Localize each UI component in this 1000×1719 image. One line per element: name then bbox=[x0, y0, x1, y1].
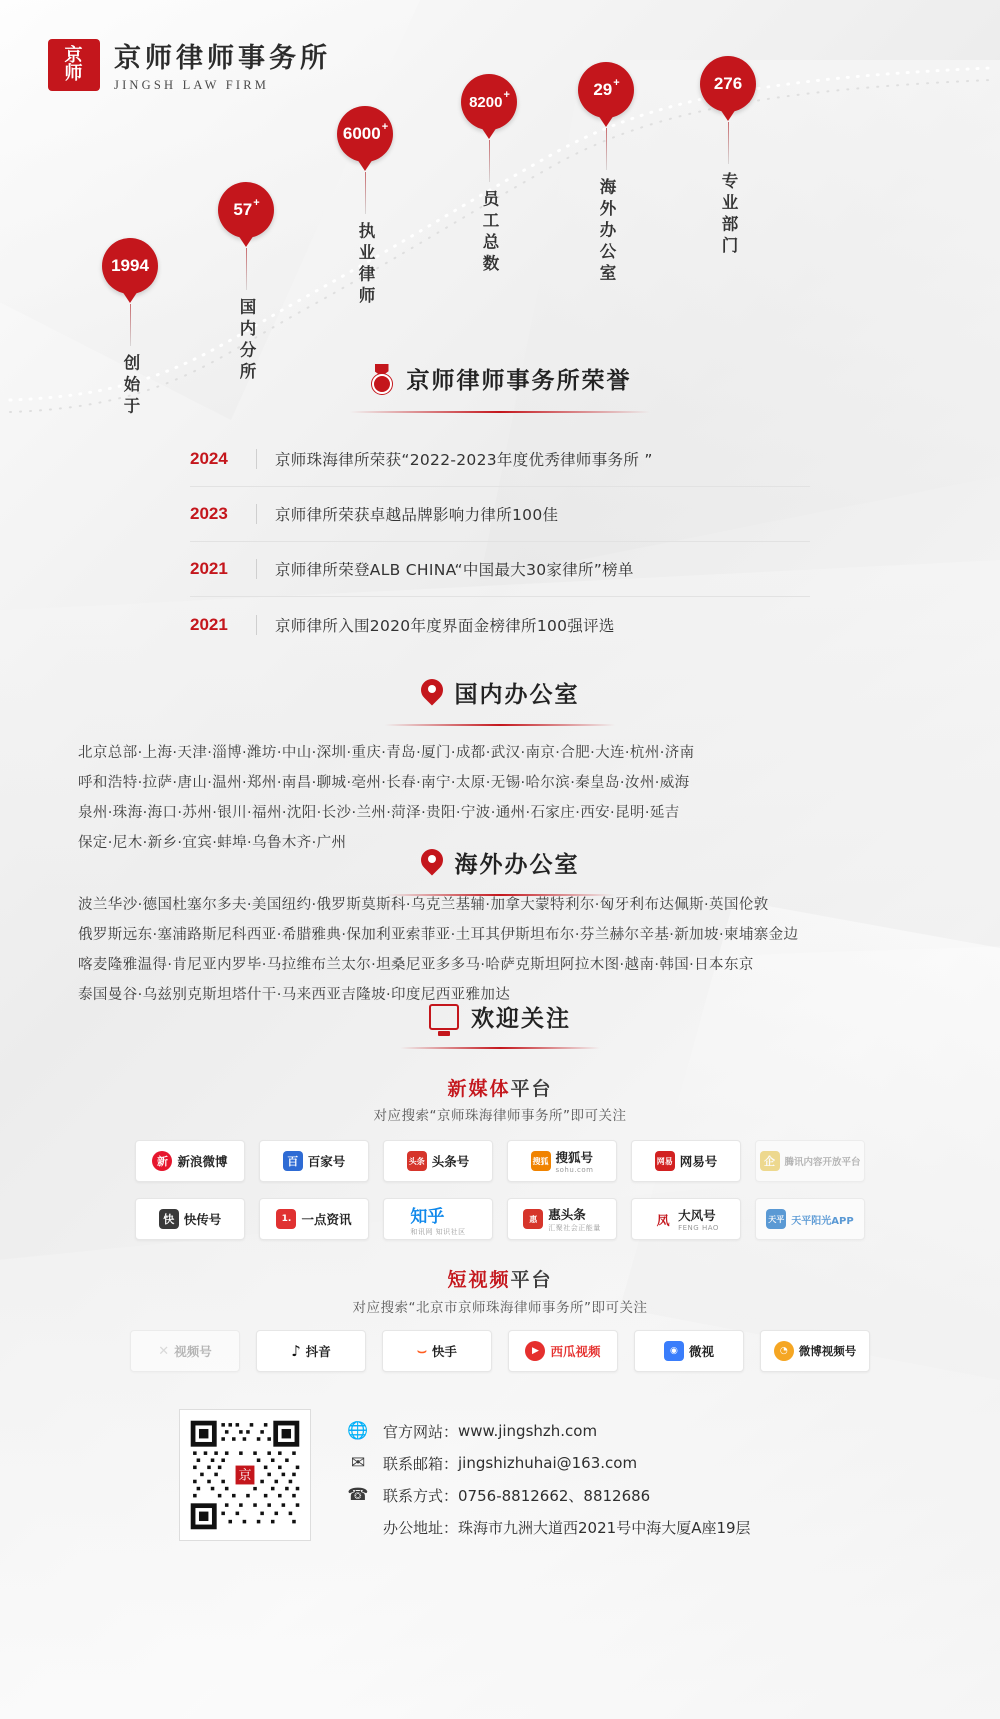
office-line: 呼和浩特·拉萨·唐山·温州·郑州·南昌·聊城·亳州·长春·南宁·太原·无锡·哈尔滨·秦皇岛·汝州·威海 bbox=[78, 775, 690, 791]
tencent-icon: 企 bbox=[760, 1151, 780, 1171]
office-line: 泉州·珠海·海口·苏州·银川·福州·沈阳·长沙·兰州·菏泽·贵阳·宁波·通州·石家庄·西安·昆明·延吉 bbox=[78, 805, 680, 821]
contact-value[interactable]: www.jingshzh.com bbox=[458, 1422, 598, 1440]
medal-icon bbox=[369, 364, 395, 394]
huitoutiao-icon: 惠 bbox=[523, 1209, 543, 1229]
honor-text: 京师律所荣登ALB CHINA“中国最大30家律所”榜单 bbox=[275, 561, 634, 579]
contact-row-email bbox=[345, 1447, 751, 1479]
stat-bubble bbox=[102, 238, 158, 294]
stat-bubble bbox=[700, 56, 756, 112]
honor-divider bbox=[256, 504, 257, 524]
monitor-icon bbox=[429, 1004, 459, 1030]
stat-value: 29 bbox=[593, 80, 613, 99]
honor-year: 2024 bbox=[190, 449, 228, 468]
follow-underline bbox=[400, 1047, 600, 1049]
chip-label: 惠头条 汇聚社会正能量 bbox=[548, 1207, 601, 1232]
overseas-office-list bbox=[78, 890, 928, 1010]
office-line: 泰国曼谷·乌兹别克斯坦塔什干·马来西亚吉隆坡·印度尼西亚雅加达 bbox=[78, 987, 511, 1003]
follow-heading bbox=[0, 1000, 1000, 1049]
chip-label: 知乎 和讯网 知识社区 bbox=[410, 1206, 466, 1236]
chip-label: 天平阳光APP bbox=[791, 1215, 854, 1227]
shipinhao-icon: ✕ bbox=[158, 1343, 170, 1359]
stat-stem bbox=[728, 122, 729, 164]
sohu-icon: 搜狐 bbox=[531, 1151, 551, 1171]
chip-label: 新浪微博 bbox=[177, 1154, 228, 1169]
contact-row-phone bbox=[345, 1479, 751, 1511]
office-line: 保定·尼木·新乡·宜宾·蚌埠·乌鲁木齐·广州 bbox=[78, 835, 347, 851]
honor-year: 2023 bbox=[190, 504, 228, 523]
short-video-row bbox=[0, 1330, 1000, 1372]
stat-pin-3 bbox=[461, 74, 517, 276]
short-video-title bbox=[0, 1265, 1000, 1292]
kuaichuanhao-icon: 快 bbox=[159, 1209, 179, 1229]
short-video-subtitle: 对应搜索“北京市京师珠海律师事务所”即可关注 bbox=[352, 1300, 648, 1316]
contact-block bbox=[345, 1415, 751, 1543]
toutiao-icon: 头条 bbox=[407, 1151, 427, 1171]
domestic-underline bbox=[385, 724, 615, 726]
mail-icon: ✉ bbox=[350, 1453, 366, 1473]
dafenghao-icon: 凤 bbox=[653, 1209, 673, 1229]
platform-chip-weibo-video[interactable] bbox=[760, 1330, 870, 1372]
chip-label: 头条号 bbox=[431, 1154, 470, 1169]
stat-stem bbox=[365, 172, 366, 214]
platform-chip-weishi[interactable] bbox=[634, 1330, 744, 1372]
stat-bubble bbox=[218, 182, 274, 238]
chip-label: 大风号 FENG HAO bbox=[678, 1208, 719, 1232]
stat-value: 6000 bbox=[342, 124, 381, 143]
chip-sublabel: 和讯网 知识社区 bbox=[410, 1227, 466, 1236]
chip-label: 微博视频号 bbox=[798, 1344, 857, 1358]
domestic-office-list bbox=[78, 738, 928, 858]
new-media-title-dark: 平台 bbox=[510, 1078, 553, 1100]
platform-chip-zhihu[interactable] bbox=[383, 1198, 493, 1240]
stat-sup: + bbox=[253, 197, 260, 209]
chip-label: 百家号 bbox=[307, 1154, 346, 1169]
phone-icon: ☎ bbox=[347, 1485, 369, 1505]
follow-title: 欢迎关注 bbox=[471, 1005, 571, 1032]
platform-chip-toutiao[interactable] bbox=[383, 1140, 493, 1182]
honors-underline bbox=[350, 411, 650, 413]
honor-divider bbox=[256, 449, 257, 469]
kuaishou-icon: ⌣ bbox=[417, 1342, 427, 1360]
table-row bbox=[190, 597, 810, 652]
stat-value: 57 bbox=[233, 200, 253, 219]
stat-sup: + bbox=[503, 89, 510, 101]
overseas-heading bbox=[0, 846, 1000, 896]
address-spacer bbox=[345, 1514, 371, 1540]
chip-label: 快手 bbox=[431, 1344, 457, 1359]
qr-svg bbox=[186, 1416, 304, 1534]
stat-value: 8200 bbox=[469, 93, 503, 111]
stat-label: 海外办公室 bbox=[597, 178, 616, 286]
table-row bbox=[190, 542, 810, 597]
short-video-title-red: 短视频 bbox=[447, 1269, 511, 1291]
brand-name-cn: 京师律师事务所 bbox=[114, 43, 331, 74]
chip-label: 一点资讯 bbox=[301, 1212, 352, 1227]
short-video-title-dark: 平台 bbox=[510, 1269, 553, 1291]
honor-divider bbox=[256, 615, 257, 635]
qr-pattern bbox=[186, 1416, 304, 1534]
honors-heading bbox=[0, 362, 1000, 413]
office-line: 北京总部·上海·天津·淄博·潍坊·中山·深圳·重庆·青岛·厦门·成都·武汉·南京·合肥·大连·杭州·济南 bbox=[78, 745, 695, 761]
domestic-heading bbox=[0, 676, 1000, 726]
logo-seal-icon bbox=[48, 39, 100, 91]
platform-chip-dafenghao[interactable] bbox=[631, 1198, 741, 1240]
honor-text: 京师律所入围2020年度界面金榜律所100强评选 bbox=[275, 616, 615, 635]
chip-label: 快传号 bbox=[183, 1212, 222, 1227]
overseas-title: 海外办公室 bbox=[454, 851, 580, 878]
map-pin-icon bbox=[421, 679, 443, 707]
stat-stem bbox=[606, 128, 607, 170]
platform-chip-kuaishou[interactable] bbox=[382, 1330, 492, 1372]
stat-pin-1 bbox=[218, 182, 274, 384]
stat-pin-5 bbox=[700, 56, 756, 258]
stat-bubble bbox=[461, 74, 517, 130]
stat-pin-2 bbox=[337, 106, 393, 308]
contact-row-website bbox=[345, 1415, 751, 1447]
chip-label: 视频号 bbox=[174, 1344, 212, 1359]
chip-sublabel: FENG HAO bbox=[678, 1224, 719, 1232]
table-row bbox=[190, 487, 810, 542]
chip-label: 微视 bbox=[688, 1344, 714, 1359]
weibo-icon: 新 bbox=[152, 1151, 172, 1171]
contact-label: 官方网站： bbox=[383, 1422, 459, 1441]
new-media-title bbox=[0, 1074, 1000, 1101]
svg-text:京: 京 bbox=[238, 1468, 252, 1484]
new-media-title-red: 新媒体 bbox=[447, 1078, 511, 1100]
chip-label: 网易号 bbox=[679, 1154, 718, 1169]
stat-label: 执业律师 bbox=[356, 222, 375, 308]
stat-pin-4 bbox=[578, 62, 634, 286]
platform-chip-shipinhao[interactable] bbox=[130, 1330, 240, 1372]
contact-label: 办公地址： bbox=[383, 1518, 459, 1537]
brand-name-en: JINGSH LAW FIRM bbox=[114, 78, 270, 92]
weishi-icon: ◉ bbox=[664, 1341, 684, 1361]
platform-chip-weibo[interactable] bbox=[135, 1140, 245, 1182]
platform-chip-tencent[interactable] bbox=[755, 1140, 865, 1182]
office-line: 喀麦隆雅温得·肯尼亚内罗毕·马拉维布兰太尔·坦桑尼亚多多马·哈萨克斯坦阿拉木图·越南·韩国·日本东京 bbox=[78, 957, 754, 973]
map-pin-icon bbox=[421, 849, 443, 877]
honor-divider bbox=[256, 559, 257, 579]
chip-sublabel: sohu.com bbox=[555, 1166, 594, 1174]
logo bbox=[48, 36, 331, 93]
stat-bubble bbox=[337, 106, 393, 162]
baijiahao-icon: 百 bbox=[283, 1151, 303, 1171]
honor-text: 京师珠海律所荣获“2022-2023年度优秀律师事务所 ” bbox=[275, 451, 653, 469]
stat-label: 专业部门 bbox=[719, 172, 738, 258]
douyin-icon: ♪ bbox=[291, 1342, 301, 1360]
honors-title: 京师律师事务所荣誉 bbox=[406, 367, 632, 394]
stat-sup: + bbox=[381, 121, 389, 133]
chip-label: 西瓜视频 bbox=[550, 1344, 601, 1359]
stat-label: 国内分所 bbox=[237, 298, 256, 384]
seal-bottom-char: 师 bbox=[64, 62, 84, 84]
chip-label: 腾讯内容开放平台 bbox=[784, 1157, 861, 1168]
stat-stem bbox=[489, 140, 490, 182]
platform-chip-douyin[interactable] bbox=[256, 1330, 366, 1372]
globe-icon: 🌐 bbox=[347, 1421, 369, 1441]
chip-sublabel: 汇聚社会正能量 bbox=[548, 1224, 601, 1232]
chip-label: 抖音 bbox=[305, 1344, 331, 1359]
new-media-row-2 bbox=[0, 1198, 1000, 1240]
honors-list bbox=[190, 432, 810, 652]
table-row bbox=[190, 432, 810, 487]
platform-chip-sohu[interactable] bbox=[507, 1140, 617, 1182]
honor-year: 2021 bbox=[190, 559, 228, 578]
new-media-row-1 bbox=[0, 1140, 1000, 1182]
stat-label: 创始于 bbox=[121, 354, 140, 419]
chip-label: 搜狐号 sohu.com bbox=[555, 1150, 594, 1174]
qr-code bbox=[180, 1410, 310, 1540]
contact-value[interactable]: jingshizhuhai@163.com bbox=[458, 1454, 638, 1472]
platform-chip-kuaichuanhao[interactable] bbox=[135, 1198, 245, 1240]
tianping-icon: 天平 bbox=[766, 1209, 786, 1229]
xigua-icon: ▶ bbox=[525, 1341, 545, 1361]
platform-chip-wangyi[interactable] bbox=[631, 1140, 741, 1182]
stat-value: 276 bbox=[713, 74, 743, 93]
yidian-icon: 1. bbox=[276, 1209, 296, 1229]
platform-chip-xigua[interactable] bbox=[508, 1330, 618, 1372]
office-line: 俄罗斯远东·塞浦路斯尼科西亚·希腊雅典·保加利亚索菲亚·土耳其伊斯坦布尔·芬兰赫尔辛基·新加坡·柬埔寨金边 bbox=[78, 927, 799, 943]
weibo-video-icon: ◔ bbox=[774, 1341, 794, 1361]
platform-chip-tianping[interactable] bbox=[755, 1198, 865, 1240]
stat-bubble bbox=[578, 62, 634, 118]
contact-value: 珠海市九洲大道西2021号中海大厦A座19层 bbox=[458, 1518, 751, 1537]
stat-value: 1994 bbox=[111, 256, 149, 275]
platform-chip-baijiahao[interactable] bbox=[259, 1140, 369, 1182]
honor-year: 2021 bbox=[190, 614, 228, 634]
honor-text: 京师律所荣获卓越品牌影响力律所100佳 bbox=[275, 506, 559, 524]
platform-chip-huitoutiao[interactable] bbox=[507, 1198, 617, 1240]
contact-label: 联系邮箱： bbox=[383, 1454, 459, 1473]
stat-stem bbox=[246, 248, 247, 290]
contact-label: 联系方式： bbox=[383, 1486, 459, 1505]
stat-stem bbox=[130, 304, 131, 346]
domestic-title: 国内办公室 bbox=[454, 681, 580, 708]
contact-row-address bbox=[345, 1511, 751, 1543]
wangyi-icon: 网易 bbox=[655, 1151, 675, 1171]
platform-chip-yidian[interactable] bbox=[259, 1198, 369, 1240]
contact-value[interactable]: 0756-8812662、8812686 bbox=[458, 1486, 651, 1505]
stat-sup: + bbox=[613, 77, 620, 89]
seal-top-char: 京 bbox=[64, 44, 84, 66]
stat-label: 员工总数 bbox=[480, 190, 499, 276]
new-media-subtitle: 对应搜索“京师珠海律师事务所”即可关注 bbox=[373, 1108, 627, 1124]
office-line: 波兰华沙·德国杜塞尔多夫·美国纽约·俄罗斯莫斯科·乌克兰基辅·加拿大蒙特利尔·匈牙利布达佩斯·英国伦敦 bbox=[78, 897, 769, 913]
